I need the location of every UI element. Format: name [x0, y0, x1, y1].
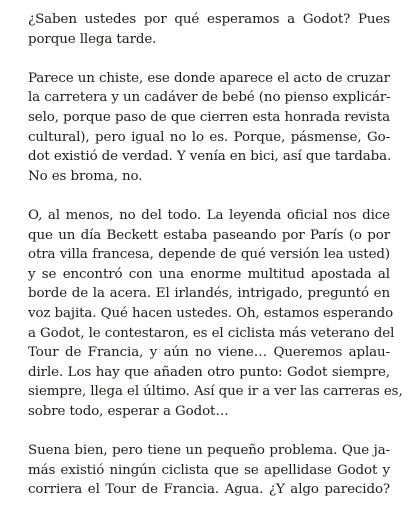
text-line: la carretera y un cadáver de bebé (no pienso explicár- — [28, 90, 391, 106]
text-line: dirle. Los hay que añaden otro punto: Godot siempre, — [28, 364, 390, 380]
text-line: O, al menos, no del todo. La leyenda oficial nos dice — [28, 207, 390, 223]
text-line: borde de la acera. El irlandés, intrigado, preguntó en — [28, 286, 390, 302]
text-line: selo, porque paso de que cierren esta honrada revista — [28, 109, 390, 125]
text-line: Tour de Francia, y aún no viene… Queremos aplau- — [28, 345, 390, 361]
text-line: cultural), pero igual no lo es. Porque, pásmense, Go- — [28, 129, 390, 145]
text-line: corriera el Tour de Francia. Agua. ¿Y algo parecido? — [28, 482, 390, 498]
text-line: ¿Saben ustedes por qué esperamos a Godot? Pues — [28, 12, 390, 27]
text-line: más existió ningún ciclista que se apellidase Godot y — [28, 462, 390, 478]
text-line: No es broma, no. — [28, 168, 143, 184]
text-line: sobre todo, esperar a Godot… — [28, 403, 229, 419]
text-line: voz bajita. Qué hacen ustedes. Oh, estamos esperando — [28, 305, 394, 321]
text-line: a Godot, le contestaron, es el ciclista más veterano del — [28, 325, 395, 341]
text-line: otra villa francesa, depende de qué versión lea usted) — [28, 247, 390, 263]
text-line: siempre, llega el último. Así que ir a ver las carreras es, — [28, 384, 403, 400]
text-line: porque llega tarde. — [28, 31, 157, 47]
paragraph-3 — [28, 206, 403, 422]
text-line: dot existió de verdad. Y venía en bici, así que tardaba. — [28, 149, 392, 165]
text-line: Suena bien, pero tiene un pequeño problema. Que ja- — [28, 443, 390, 459]
paragraph-1 — [28, 10, 390, 49]
text-line: que un día Beckett estaba paseando por París (o por — [28, 227, 390, 243]
text-line: Parece un chiste, ese donde aparece el acto de cruzar — [28, 70, 390, 86]
paragraph-2 — [28, 69, 390, 187]
paragraph-4 — [28, 441, 390, 500]
article-body — [28, 10, 403, 519]
text-line: y se encontró con una enorme multitud apostada al — [28, 266, 390, 282]
